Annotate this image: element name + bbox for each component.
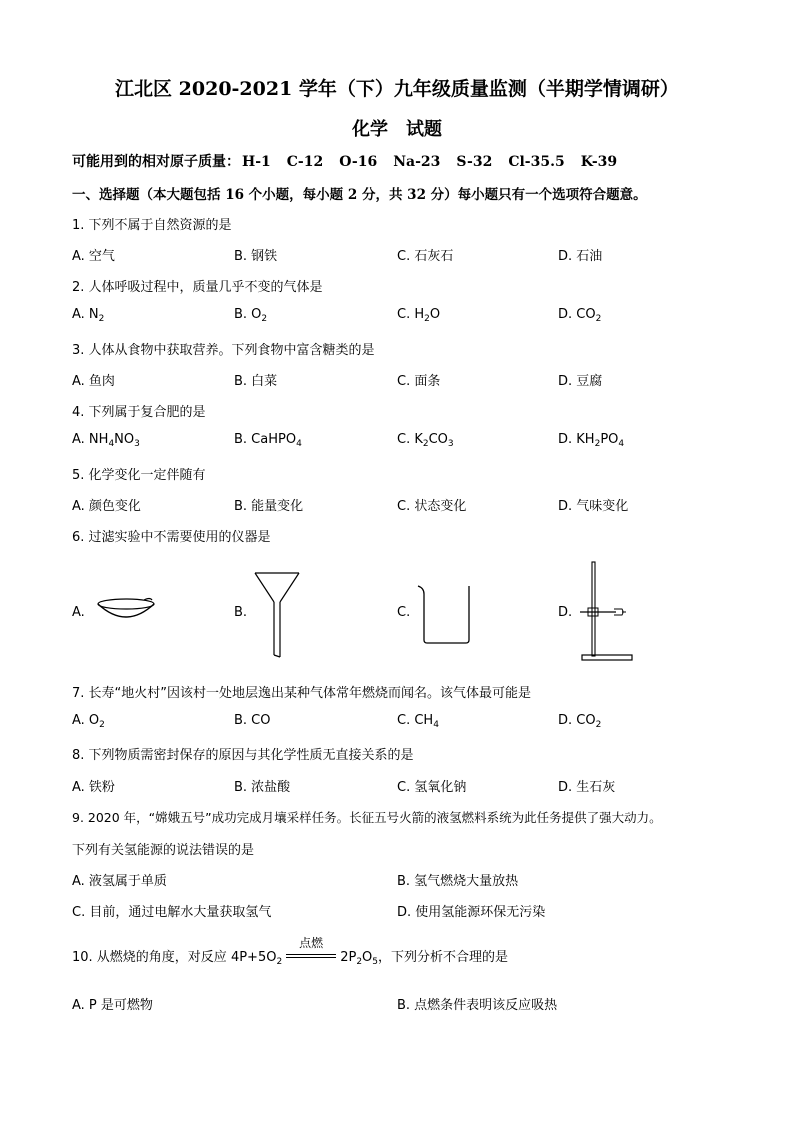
atomic-mass-cl: Cl-35.5 <box>508 154 565 170</box>
exam-title: 江北区 2020-2021 学年（下）九年级质量监测（半期学情调研） <box>115 78 679 100</box>
atomic-mass-c: C-12 <box>286 154 324 170</box>
q6-option-b-label: B. <box>234 605 248 620</box>
beaker-icon <box>414 582 478 646</box>
question-4-stem: 4. 下列属于复合肥的是 <box>72 405 206 420</box>
q9-option-b: B. 氢气燃烧大量放热 <box>397 874 519 889</box>
atomic-mass-na: Na-23 <box>393 154 441 170</box>
exam-subtitle: 化学 试题 <box>352 119 442 140</box>
atomic-mass-o: O-16 <box>339 154 378 170</box>
q9-option-c: C. 目前，通过电解水大量获取氢气 <box>72 905 272 920</box>
question-8-stem: 8. 下列物质需密封保存的原因与其化学性质无直接关系的是 <box>72 748 414 763</box>
question-6-stem: 6. 过滤实验中不需要使用的仪器是 <box>72 530 271 545</box>
q2-option-d: D. $CO_2$ <box>558 307 602 324</box>
question-9-stem-line1: 9. 2020 年，“嫦娥五号”成功完成月壤采样任务。长征五号火箭的液氢燃料系统为此任务提供了强大动力。 <box>72 810 662 825</box>
q8-option-a: A. 铁粉 <box>72 780 115 795</box>
q5-option-d: D. 气味变化 <box>558 499 629 514</box>
q8-option-d: D. 生石灰 <box>558 780 616 795</box>
q1-option-a: A. 空气 <box>72 249 115 264</box>
q1-option-c: C. 石灰石 <box>397 249 454 264</box>
q10-option-b: B. 点燃条件表明该反应吸热 <box>397 998 558 1013</box>
q9-option-a: A. 液氢属于单质 <box>72 874 167 889</box>
atomic-mass-k: K-39 <box>580 154 618 170</box>
q7-option-b: B. CO <box>234 713 271 728</box>
question-2-stem: 2. 人体呼吸过程中，质量几乎不变的气体是 <box>72 280 323 295</box>
funnel-icon <box>252 570 302 660</box>
q4-option-d: D. $KH_2PO_4$ <box>558 432 625 449</box>
question-1-stem: 1. 下列不属于自然资源的是 <box>72 218 232 233</box>
atomic-mass-line <box>72 151 633 171</box>
q3-option-d: D. 豆腐 <box>558 374 603 389</box>
atomic-mass-h: H-1 <box>242 154 271 170</box>
q1-option-d: D. 石油 <box>558 249 603 264</box>
q6-option-d-label: D. <box>558 605 573 620</box>
q7-option-d: D. $CO_2$ <box>558 713 602 730</box>
q7-option-a: A. $O_2$ <box>72 713 105 730</box>
evaporating-dish-icon <box>94 594 158 628</box>
question-3-stem: 3. 人体从食物中获取营养。下列食物中富含糖类的是 <box>72 343 375 358</box>
iron-stand-icon <box>574 558 638 664</box>
q6-option-a-label: A. <box>72 605 85 620</box>
q2-option-c: C. $H_2O$ <box>397 307 441 324</box>
q3-option-c: C. 面条 <box>397 374 441 389</box>
question-7-stem: 7. 长寿“地火村”因该村一处地层逸出某种气体常年燃烧而闻名。该气体最可能是 <box>72 686 532 701</box>
q4-option-c: C. $K_2CO_3$ <box>397 432 454 449</box>
q1-option-b: B. 钢铁 <box>234 249 278 264</box>
question-10-stem: 10. 从燃烧的角度，对反应 $4P+5O_2$ 点燃 $2P_2O_5$，下列分析不合理的是 <box>72 935 509 967</box>
q8-option-c: C. 氢氧化钠 <box>397 780 467 795</box>
section-heading: 一、选择题（本大题包括 16 个小题，每小题 2 分，共 32 分）每小题只有一个选项符合题意。 <box>72 187 647 203</box>
q5-option-b: B. 能量变化 <box>234 499 304 514</box>
q7-option-c: C. $CH_4$ <box>397 713 439 730</box>
q8-option-b: B. 浓盐酸 <box>234 780 291 795</box>
q10-option-a: A. P 是可燃物 <box>72 998 153 1013</box>
q5-option-c: C. 状态变化 <box>397 499 467 514</box>
q4-option-b: B. CaHPO$_4$ <box>234 432 302 449</box>
atomic-mass-s: S-32 <box>456 154 493 170</box>
q6-option-c-label: C. <box>397 605 411 620</box>
reaction-equals-sign <box>284 935 338 965</box>
q9-option-d: D. 使用氢能源环保无污染 <box>397 905 546 920</box>
q3-option-a: A. 鱼肉 <box>72 374 115 389</box>
q5-option-a: A. 颜色变化 <box>72 499 141 514</box>
question-9-stem-line2: 下列有关氢能源的说法错误的是 <box>72 843 255 858</box>
q2-option-b: B. $O_2$ <box>234 307 268 324</box>
q2-option-a: A. $N_2$ <box>72 307 105 324</box>
question-5-stem: 5. 化学变化一定伴随有 <box>72 468 206 483</box>
q3-option-b: B. 白菜 <box>234 374 278 389</box>
reaction-condition: 点燃 <box>299 935 324 950</box>
atomic-mass-label: 可能用到的相对原子质量： <box>72 154 240 170</box>
q4-option-a: A. $NH_4NO_3$ <box>72 432 140 449</box>
